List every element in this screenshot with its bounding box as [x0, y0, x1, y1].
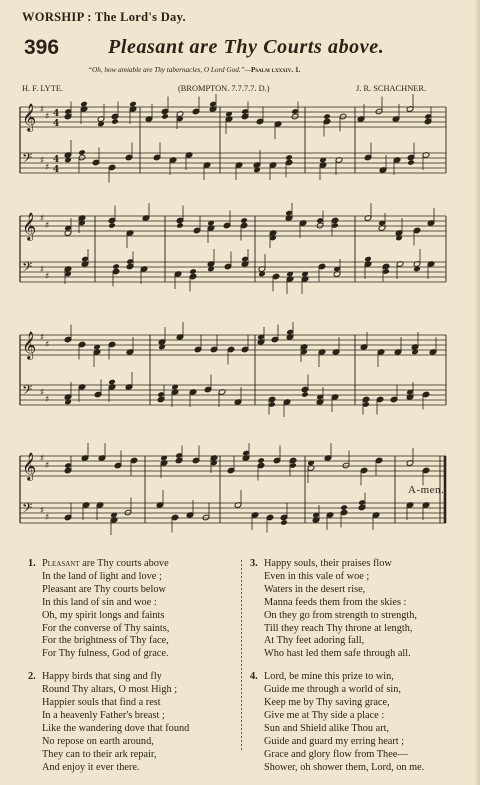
- verse-line: Round Thy altars, O most High ;: [42, 684, 178, 696]
- verse-line: In the land of light and love ;: [42, 570, 162, 582]
- section-header: WORSHIP : The Lord's Day.: [22, 10, 186, 24]
- key-signature-sharp-icon: ♯: [40, 105, 45, 115]
- note-head: [112, 263, 120, 270]
- verse-line: Like the wandering dove that found: [42, 722, 190, 734]
- note-head: [111, 118, 119, 125]
- column-divider: [241, 560, 242, 750]
- key-signature-sharp-icon: ♯: [40, 333, 45, 343]
- note-head: [257, 457, 265, 464]
- verse-line: For the brightness of Thy face,: [42, 635, 169, 647]
- key-signature-sharp-icon: ♯: [45, 163, 50, 173]
- verse-line: No repose on earth around,: [42, 735, 154, 747]
- key-signature-sharp-icon: ♯: [45, 461, 50, 471]
- verse-line: Manna feeds them from the skies :: [264, 596, 407, 608]
- verse-line: Oh, my spirit longs and faints: [42, 609, 165, 621]
- key-signature-sharp-icon: ♯: [40, 506, 45, 516]
- note-head: [176, 222, 184, 229]
- treble-clef-icon: 𝄞: [22, 331, 37, 359]
- time-signature-bottom: 4: [53, 119, 60, 129]
- verse-line: Lord, be mine this prize to win,: [264, 671, 394, 683]
- note-head: [280, 519, 288, 526]
- verse-line: Waters in the desert rise,: [264, 583, 366, 595]
- verse-line: Sun and Shield alike Thou art,: [264, 722, 390, 734]
- bass-clef-icon: 𝄢: [22, 259, 33, 278]
- note-head: [340, 504, 348, 511]
- page-spine-shadow: [474, 0, 480, 785]
- verse-line: For Thy fulness, God of grace.: [42, 648, 169, 660]
- verse-line: Who hast led them safe through all.: [264, 648, 411, 660]
- verse-number: 3.: [250, 558, 258, 569]
- verse-line: At Thy feet adoring fall,: [264, 635, 365, 647]
- verse-line: Happy souls, their praises flow: [264, 558, 392, 569]
- verse-line: On they go from strength to strength,: [264, 609, 418, 621]
- note-head: [161, 113, 169, 120]
- key-signature-sharp-icon: ♯: [45, 395, 50, 405]
- verse-number: 1.: [28, 558, 36, 569]
- verse-line: Guide me through a world of sin,: [264, 684, 401, 696]
- verse-line: In this land of sin and woe :: [42, 596, 157, 608]
- verse-first-word: Pleasant: [42, 558, 80, 569]
- treble-clef-icon: 𝄞: [22, 103, 37, 131]
- verse-line: Give me at Thy side a place :: [264, 709, 385, 721]
- credit-composer: J. R. SCHACHNER.: [356, 84, 427, 93]
- key-signature-sharp-icon: ♯: [40, 388, 45, 398]
- verse-line: Even in this vale of woe ;: [264, 570, 370, 582]
- verse-line: Happier souls that find a rest: [42, 697, 161, 709]
- key-signature-sharp-icon: ♯: [40, 214, 45, 224]
- verse-line: Pleasant are Thy courts below: [42, 583, 166, 595]
- treble-clef-icon: 𝄞: [22, 452, 37, 480]
- note-head: [240, 217, 248, 224]
- key-signature-sharp-icon: ♯: [40, 454, 45, 464]
- note-head: [407, 159, 415, 166]
- note-head: [78, 149, 86, 156]
- key-signature-sharp-icon: ♯: [45, 221, 50, 231]
- note-head: [323, 113, 331, 120]
- note-head: [285, 154, 293, 161]
- key-signature-sharp-icon: ♯: [45, 340, 50, 350]
- verse-line: They can to their ark repair,: [42, 748, 157, 760]
- hymn-number: 396: [24, 36, 60, 59]
- verses-left-column: [28, 558, 238, 785]
- credit-tune: (BROMPTON. 7.7.7.7. D.): [178, 84, 270, 93]
- treble-clef-icon: 𝄞: [22, 212, 37, 240]
- epigraph-quote: “Oh, how amiable are Thy tabernacles, O Lord God.”—: [88, 66, 251, 74]
- bass-clef-icon: 𝄢: [22, 150, 33, 169]
- verse-line: Shower, oh shower them, Lord, on me.: [264, 761, 425, 773]
- verse-4: [250, 671, 465, 774]
- verse-line: Guide and guard my erring heart ;: [264, 735, 405, 747]
- verse-line: Till they reach Thy throne at length,: [264, 622, 413, 634]
- verse-line: Keep me by Thy saving grace,: [264, 697, 390, 709]
- key-signature-sharp-icon: ♯: [45, 513, 50, 523]
- verse-2: [28, 671, 238, 774]
- note-head: [189, 268, 197, 275]
- time-signature-top: 4: [53, 155, 60, 165]
- key-signature-sharp-icon: ♯: [40, 265, 45, 275]
- bass-clef-icon: 𝄢: [22, 500, 33, 519]
- verse-line: For the converse of Thy saints,: [42, 622, 170, 634]
- verse-number: 2.: [28, 671, 36, 683]
- verse-line: In a heavenly Father's breast ;: [42, 709, 165, 721]
- key-signature-sharp-icon: ♯: [45, 112, 50, 122]
- note-head: [108, 222, 116, 229]
- note-head: [108, 379, 116, 386]
- verses-right-column: [250, 558, 465, 785]
- epigraph-citation: Psalm lxxxiv. 1.: [251, 66, 301, 74]
- verse-1: [28, 558, 238, 661]
- note-head: [301, 391, 309, 398]
- hymn-title: Pleasant are Thy Courts above.: [108, 36, 385, 58]
- note-head: [80, 101, 88, 108]
- verse-line: Grace and glory flow from Thee—: [264, 748, 408, 760]
- time-signature-top: 4: [53, 109, 60, 119]
- note-head: [129, 101, 137, 108]
- bass-clef-icon: 𝄢: [22, 382, 33, 401]
- note-head: [364, 256, 372, 263]
- verse-line: And enjoy it ever there.: [42, 761, 140, 773]
- key-signature-sharp-icon: ♯: [40, 156, 45, 166]
- verse-line: are Thy courts above: [82, 558, 169, 569]
- verse-number: 4.: [250, 671, 258, 683]
- verse-line: Happy birds that sing and fly: [42, 671, 162, 683]
- key-signature-sharp-icon: ♯: [45, 272, 50, 282]
- time-signature-bottom: 4: [53, 165, 60, 175]
- credit-author: H. F. LYTE.: [22, 84, 64, 93]
- verse-3: [250, 558, 465, 661]
- amen-text: A-men.: [408, 484, 445, 496]
